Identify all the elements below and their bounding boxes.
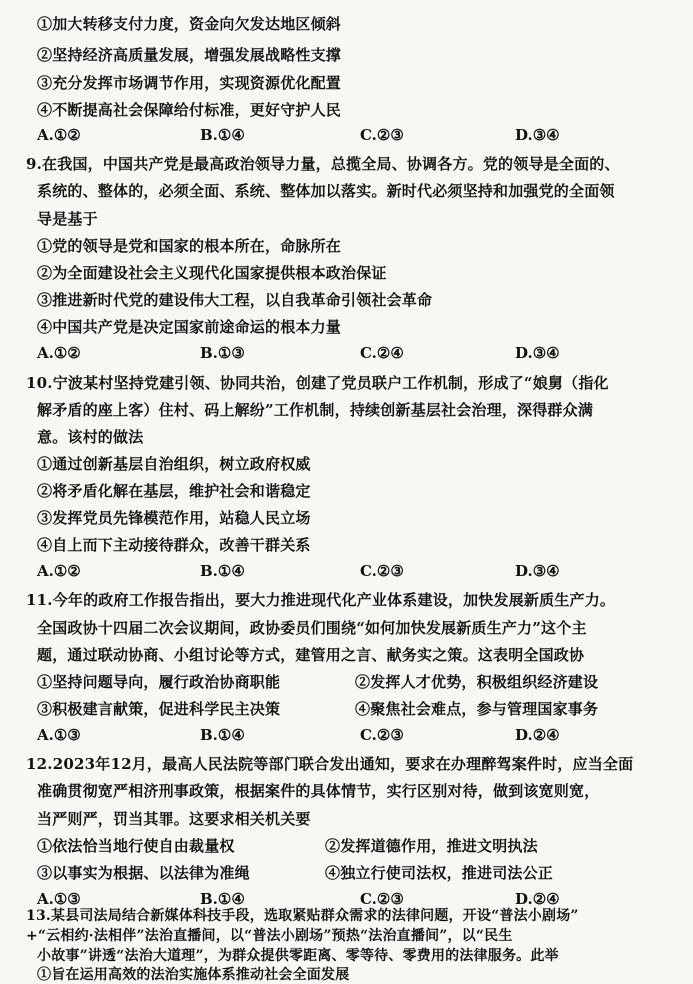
q12-statement-3: ③以事实为根据、以法律为准绳	[37, 864, 250, 882]
q12-choice-b: B.①④	[200, 890, 245, 908]
q9-statement-3: ③推进新时代党的建设伟大工程，以自我革命引领社会革命	[37, 291, 433, 309]
q9-statement-1: ①党的领导是党和国家的根本所在，命脉所在	[37, 237, 342, 255]
q12-stem-line-1: 12.2023年12月，最高人民法院等部门联合发出通知，要求在办理醉驾案件时，应当全面	[26, 755, 634, 773]
q10-stem-line-3: 意。该村的做法	[37, 428, 144, 446]
q12-stem-line-3: 当严则严，罚当其罪。这要求相关机关要	[37, 810, 311, 828]
q8-choice-b: B.①④	[200, 126, 245, 144]
q9-statement-4: ④中国共产党是决定国家前途命运的根本力量	[37, 318, 342, 336]
q11-stem-line-1: 11.今年的政府工作报告指出，要大力推进现代化产业体系建设，加快发展新质生产力。	[26, 591, 616, 609]
q13-stem-line-2: +“云相约·法相伴”法治直播间，以“普法小剧场”预热“法治直播间”，以“民生	[26, 928, 513, 944]
q11-choice-c: C.②③	[360, 726, 404, 744]
q11-choice-d: D.②④	[515, 726, 560, 744]
q12-choice-d: D.②④	[515, 890, 560, 908]
q13-statement-1: ①旨在运用高效的法治实施体系推动社会全面发展	[37, 967, 350, 983]
q8-statement-2: ②坚持经济高质量发展，增强发展战略性支撑	[37, 46, 342, 64]
q8-statement-4: ④不断提高社会保障给付标准，更好守护人民	[37, 101, 342, 119]
q12-stem-line-2: 准确贯彻宽严相济刑事政策，根据案件的具体情节，实行区别对待，做到该宽则宽，	[37, 782, 600, 800]
q10-statement-4: ④自上而下主动接待群众，改善干群关系	[37, 536, 311, 554]
q11-choice-a: A.①③	[37, 726, 81, 744]
q9-statement-2: ②为全面建设社会主义现代化国家提供根本政治保证	[37, 264, 387, 282]
q9-stem-line-3: 导是基于	[37, 210, 98, 228]
q8-choice-c: C.②③	[360, 126, 404, 144]
q9-choice-a: A.①②	[37, 344, 81, 362]
q9-choice-d: D.③④	[515, 344, 560, 362]
q9-stem-line-1: 9.在我国，中国共产党是最高政治领导力量，总揽全局、协调各方。党的领导是全面的、	[26, 155, 620, 173]
q11-statement-3: ③积极建言献策，促进科学民主决策	[37, 700, 281, 718]
q10-stem-line-2: 解矛盾的座上客）住村、码上解纷”工作机制，持续创新基层社会治理，深得群众满	[37, 401, 594, 419]
q12-statement-4: ④独立行使司法权，推进司法公正	[325, 864, 554, 882]
q8-choice-d: D.③④	[515, 126, 560, 144]
q12-statement-2: ②发挥道德作用，推进文明执法	[325, 837, 538, 855]
q10-statement-1: ①通过创新基层自治组织，树立政府权威	[37, 455, 311, 473]
q10-statement-3: ③发挥党员先锋模范作用，站稳人民立场	[37, 509, 311, 527]
q8-statement-1: ①加大转移支付力度，资金向欠发达地区倾斜	[37, 15, 342, 33]
q11-stem-line-3: 题，通过联动协商、小组讨论等方式，建管用之言、献务实之策。这表明全国政协	[37, 646, 585, 664]
q11-statement-4: ④聚焦社会难点，参与管理国家事务	[355, 700, 599, 718]
q8-choice-a: A.①②	[37, 126, 81, 144]
q8-statement-3: ③充分发挥市场调节作用，实现资源优化配置	[37, 74, 342, 92]
q12-choice-c: C.②③	[360, 890, 404, 908]
q10-choice-c: C.②③	[360, 562, 404, 580]
q11-statement-1: ①坚持问题导向，履行政治协商职能	[37, 673, 281, 691]
q12-statement-1: ①依法恰当地行使自由裁量权	[37, 837, 235, 855]
q13-stem-line-1: 13.某县司法局结合新媒体科技手段，选取紧贴群众需求的法律问题，开设“普法小剧场”	[26, 908, 579, 924]
q10-choice-b: B.①④	[200, 562, 245, 580]
q10-choice-d: D.③④	[515, 562, 560, 580]
q10-choice-a: A.①②	[37, 562, 81, 580]
q9-stem-line-2: 系统的、整体的，必须全面、系统、整体加以落实。新时代必须坚持和加强党的全面领	[37, 182, 615, 200]
q9-choice-b: B.①③	[200, 344, 245, 362]
q12-choice-a: A.①③	[37, 890, 81, 908]
q11-stem-line-2: 全国政协十四届二次会议期间，政协委员们围绕“如何加快发展新质生产力”这个主	[37, 619, 587, 637]
q10-statement-2: ②将矛盾化解在基层，维护社会和谐稳定	[37, 482, 311, 500]
q10-stem-line-1: 10.宁波某村坚持党建引领、协同共治，创建了党员联户工作机制，形成了“娘舅（指化	[26, 374, 609, 392]
q11-choice-b: B.①④	[200, 726, 245, 744]
q9-choice-c: C.②④	[360, 344, 404, 362]
q13-stem-line-3: 小故事”讲透“法治大道理”，为群众提供零距离、零等待、零费用的法律服务。此举	[37, 948, 559, 964]
q11-statement-2: ②发挥人才优势，积极组织经济建设	[355, 673, 599, 691]
